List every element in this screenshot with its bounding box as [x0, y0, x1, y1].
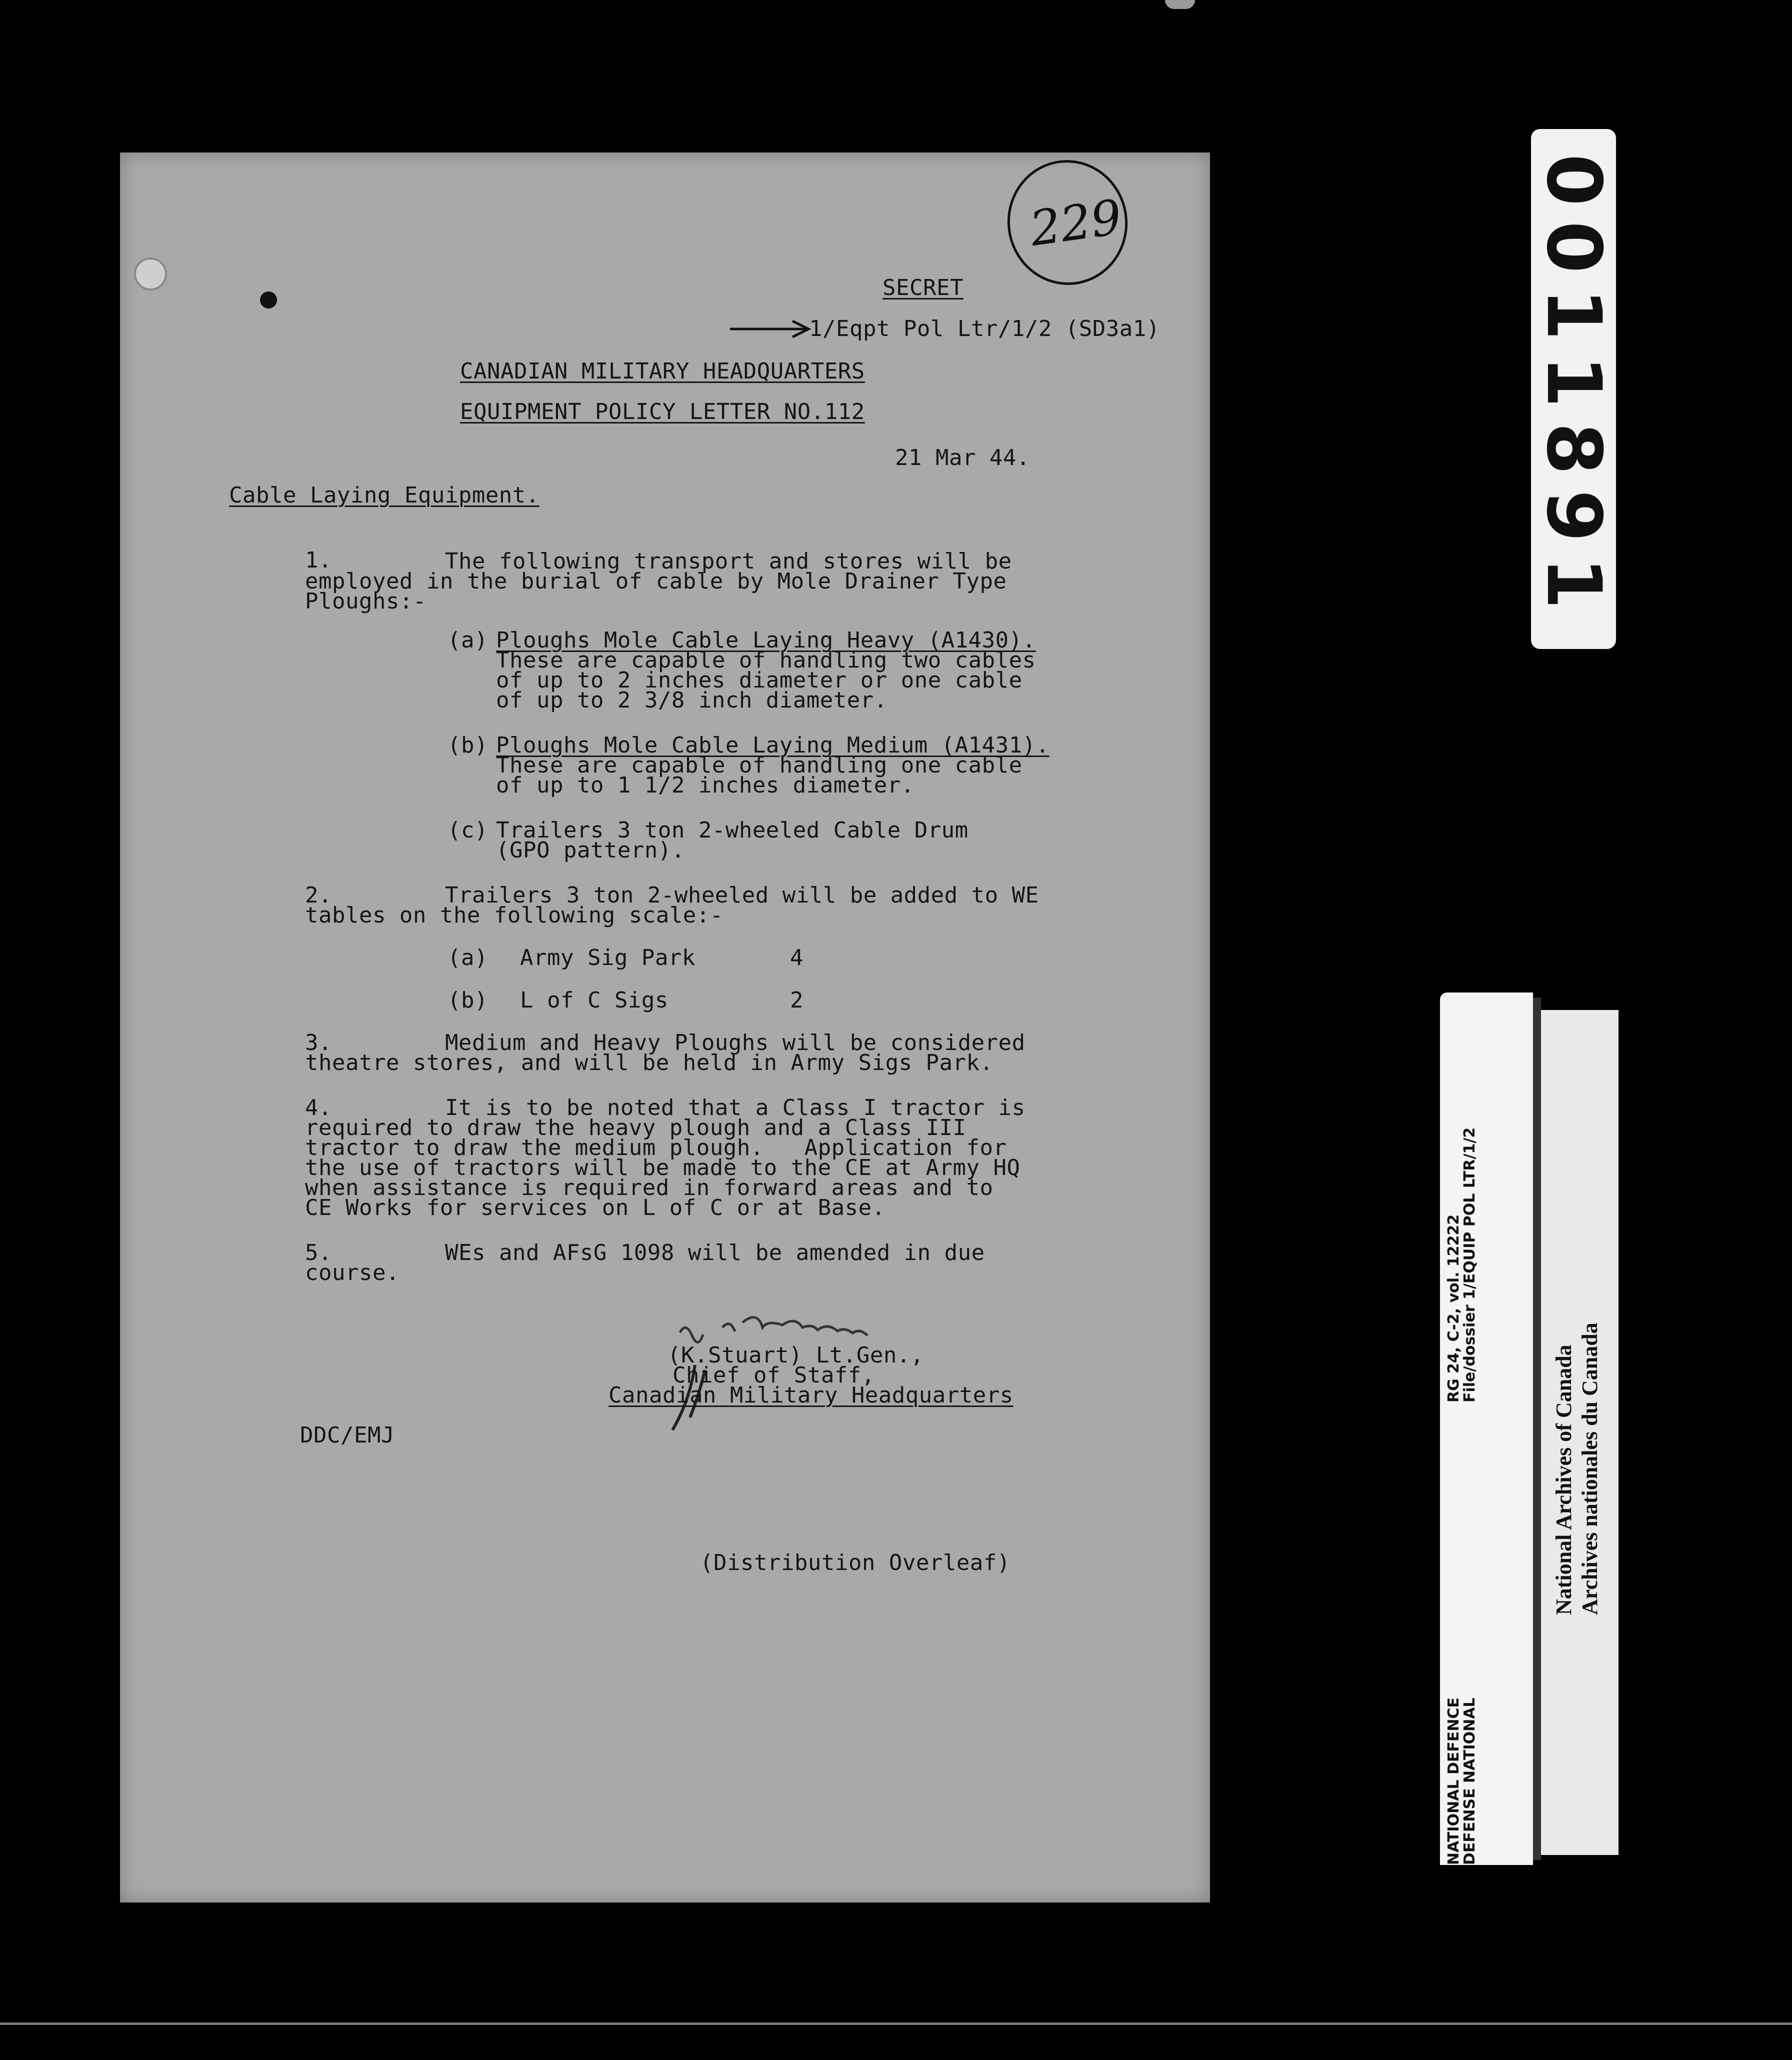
classification: SECRET — [882, 275, 964, 300]
signatory-title: Chief of Staff, — [672, 1362, 875, 1388]
archive-number-strip — [1531, 129, 1616, 649]
heading-hq: CANADIAN MILITARY HEADQUARTERS — [460, 358, 865, 384]
label-divider — [1533, 998, 1541, 1860]
para-3-number: 3. — [305, 1030, 332, 1056]
para-4-line6: CE Works for services on L of C or at Base. — [305, 1195, 886, 1220]
para-1-line2: employed in the burial of cable by Mole Drainer Type — [305, 568, 1007, 594]
heading-letter: EQUIPMENT POLICY LETTER NO.112 — [460, 399, 865, 424]
para-1c-label: (c) — [448, 818, 488, 843]
folio-stamp-number: 229 — [1026, 188, 1126, 258]
para-1-line3: Ploughs:- — [305, 588, 426, 614]
para-4-line1: It is to be noted that a Class I tractor is — [445, 1095, 1026, 1120]
scan-artifact — [1165, 0, 1195, 9]
department-line2: DEFENSE NATIONAL — [1461, 1698, 1478, 1865]
para-4-line4: the use of tractors will be made to the CE at Army HQ — [305, 1155, 1020, 1180]
para-1a-title: Ploughs Mole Cable Laying Heavy (A1430). — [496, 628, 1036, 653]
para-1-line1: The following transport and stores will be — [445, 548, 1012, 574]
para-2-line2: tables on the following scale:- — [305, 902, 724, 928]
signatory-org: Canadian Military Headquarters — [608, 1382, 1014, 1408]
letter-date: 21 Mar 44. — [895, 445, 1030, 470]
document-page — [120, 152, 1210, 1902]
para-1a-line1: These are capable of handling two cables — [496, 648, 1036, 673]
scale-row-qty: 4 — [790, 945, 804, 970]
para-4-line5: when assistance is required in forward areas and to — [305, 1175, 994, 1200]
ink-dot — [260, 292, 277, 308]
signatory-name: (K.Stuart) Lt.Gen., — [668, 1342, 924, 1368]
para-1b-line2: of up to 1 1/2 inches diameter. — [496, 772, 914, 798]
initials: DDC/EMJ — [300, 1422, 394, 1448]
para-3-line2: theatre stores, and will be held in Army Sigs Park. — [305, 1050, 994, 1076]
para-1b-label: (b) — [448, 732, 488, 758]
scale-row-qty: 2 — [790, 988, 804, 1013]
para-1c-line1: Trailers 3 ton 2-wheeled Cable Drum — [496, 818, 968, 843]
para-2-number: 2. — [305, 882, 332, 908]
para-4-line3: tractor to draw the medium plough. Application for — [305, 1135, 1007, 1160]
para-1b-title: Ploughs Mole Cable Laying Medium (A1431). — [496, 732, 1050, 758]
scan-edge-line — [0, 2022, 1792, 2025]
department-line1: NATIONAL DEFENCE — [1445, 1697, 1462, 1865]
scale-row-label: (b) — [448, 988, 488, 1013]
subject: Cable Laying Equipment. — [229, 482, 540, 508]
para-1a-line2: of up to 2 inches diameter or one cable — [496, 668, 1022, 693]
archive-reference-label — [1440, 992, 1533, 1865]
para-2-line1: Trailers 3 ton 2-wheeled will be added to WE — [445, 882, 1039, 908]
archive-number: 0011891 — [1530, 154, 1617, 624]
archive-ref-line1: RG 24, C-2, vol. 12222 — [1445, 1214, 1462, 1402]
para-3-line1: Medium and Heavy Ploughs will be considered — [445, 1030, 1026, 1056]
para-4-line2: required to draw the heavy plough and a Class III — [305, 1115, 966, 1140]
para-1b-line1: These are capable of handling one cable — [496, 752, 1022, 778]
para-1-number: 1. — [305, 548, 332, 573]
para-1a-label: (a) — [448, 628, 488, 653]
archive-ref-line2: File/dossier 1/EQUIP POL LTR/1/2 — [1461, 1127, 1478, 1402]
national-archives-label — [1541, 1010, 1618, 1855]
punch-hole — [134, 258, 167, 290]
para-5-line2: course. — [305, 1260, 400, 1286]
scale-row-unit: L of C Sigs — [520, 988, 668, 1013]
para-5-line1: WEs and AFsG 1098 will be amended in due — [445, 1240, 985, 1266]
para-5-number: 5. — [305, 1240, 332, 1266]
reference-number: 1/Eqpt Pol Ltr/1/2 (SD3a1) — [809, 316, 1160, 342]
archives-en: National Archives of Canada — [1552, 1344, 1576, 1615]
scale-row-unit: Army Sig Park — [520, 945, 696, 970]
para-4-number: 4. — [305, 1095, 332, 1120]
archives-fr: Archives nationales du Canada — [1578, 1322, 1602, 1615]
scale-row-label: (a) — [448, 945, 488, 970]
para-1a-line3: of up to 2 3/8 inch diameter. — [496, 688, 888, 713]
arrow-icon — [728, 319, 812, 339]
distribution-note: (Distribution Overleaf) — [700, 1550, 1010, 1576]
para-1c-line2: (GPO pattern). — [496, 838, 685, 863]
